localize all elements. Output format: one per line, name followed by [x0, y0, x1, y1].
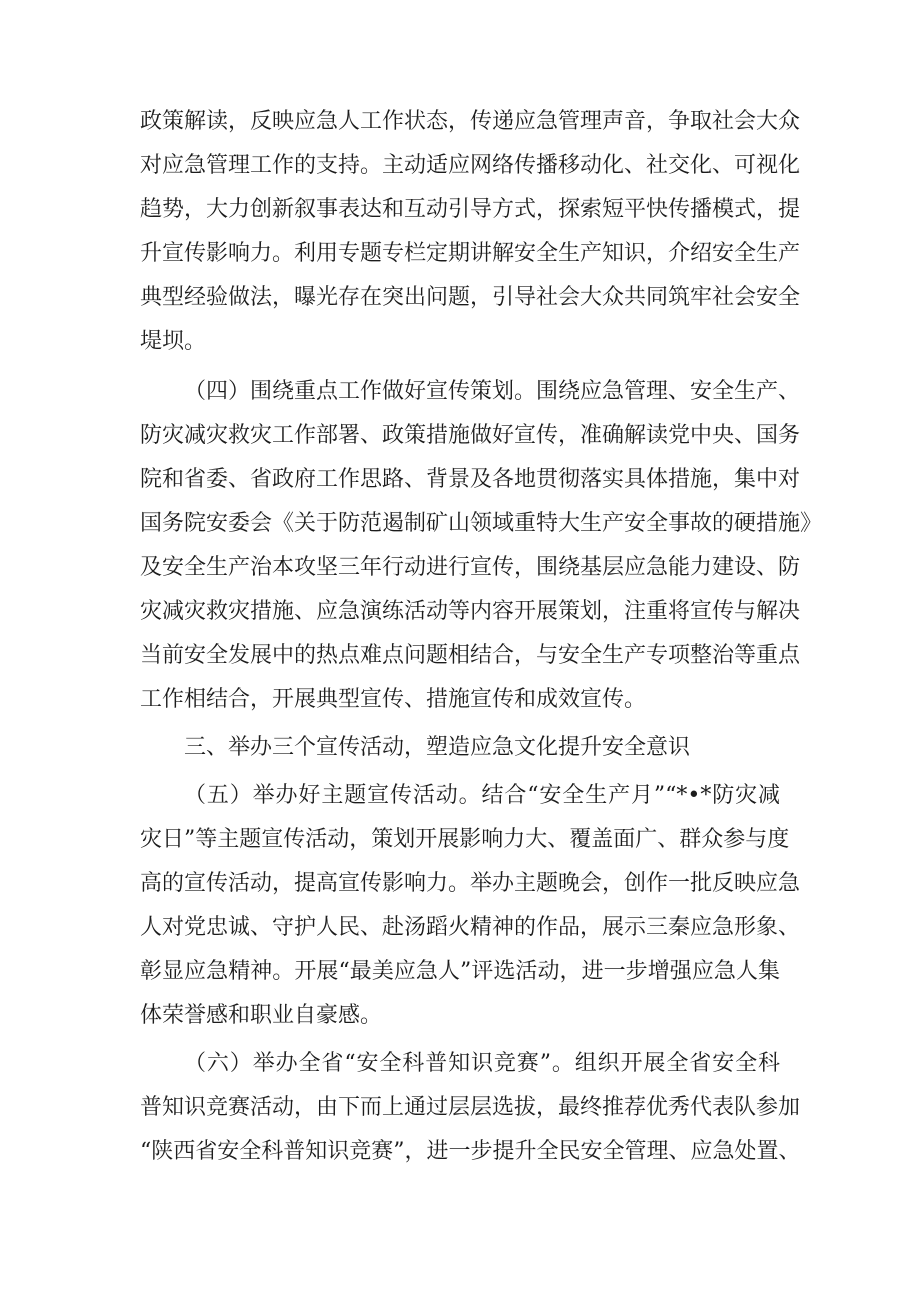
- paragraph-line: “陕西省安全科普知识竞赛”，进一步提升全民安全管理、应急处置、: [140, 1139, 801, 1164]
- paragraph-line: 工作相结合，开展典型宣传、措施宣传和成效宣传。: [140, 687, 647, 712]
- section-heading: 三、举办三个宣传活动，塑造应急文化提升安全意识: [184, 735, 691, 760]
- paragraph-line: 灾减灾救灾措施、应急演练活动等内容开展策划，注重将宣传与解决: [140, 599, 801, 624]
- paragraph-line: 及安全生产治本攻坚三年行动进行宣传，围绕基层应急能力建设、防: [140, 555, 801, 580]
- paragraph-line: 彰显应急精神。开展“最美应急人”评选活动，进一步增强应急人集: [140, 959, 780, 984]
- paragraph-line: 政策解读，反映应急人工作状态，传递应急管理声音，争取社会大众: [140, 109, 801, 134]
- paragraph-line: 堤坝。: [140, 329, 207, 354]
- paragraph-line: 国务院安委会《关于防范遏制矿山领域重特大生产安全事故的硬措施》: [140, 511, 823, 536]
- paragraph-line: 普知识竞赛活动，由下而上通过层层选拔，最终推荐优秀代表队参加: [140, 1095, 801, 1120]
- paragraph-line: （五）举办好主题宣传活动。结合“安全生产月”“*•*防灾减: [184, 783, 780, 808]
- paragraph-line: 对应急管理工作的支持。主动适应网络传播移动化、社交化、可视化: [140, 153, 801, 178]
- paragraph-line: 当前安全发展中的热点难点问题相结合，与安全生产专项整治等重点: [140, 643, 801, 668]
- paragraph-line: 体荣誉感和职业自豪感。: [140, 1003, 383, 1028]
- paragraph-line: 人对党忠诚、守护人民、赴汤蹈火精神的作品，展示三秦应急形象、: [140, 915, 801, 940]
- paragraph-line: （四）围绕重点工作做好宣传策划。围绕应急管理、安全生产、: [184, 379, 801, 404]
- paragraph-line: 典型经验做法，曝光存在突出问题，引导社会大众共同筑牢社会安全: [140, 285, 801, 310]
- paragraph-line: 升宣传影响力。利用专题专栏定期讲解安全生产知识，介绍安全生产: [140, 241, 801, 266]
- paragraph-line: 防灾减灾救灾工作部署、政策措施做好宣传，准确解读党中央、国务: [140, 423, 801, 448]
- paragraph-line: 趋势，大力创新叙事表达和互动引导方式，探索短平快传播模式，提: [140, 197, 801, 222]
- paragraph-line: （六）举办全省“安全科普知识竞赛”。组织开展全省安全科: [184, 1051, 780, 1076]
- paragraph-line: 院和省委、省政府工作思路、背景及各地贯彻落实具体措施，集中对: [140, 467, 801, 492]
- paragraph-line: 灾日”等主题宣传活动，策划开展影响力大、覆盖面广、群众参与度: [140, 827, 790, 852]
- paragraph-line: 高的宣传活动，提高宣传影响力。举办主题晚会，创作一批反映应急: [140, 871, 801, 896]
